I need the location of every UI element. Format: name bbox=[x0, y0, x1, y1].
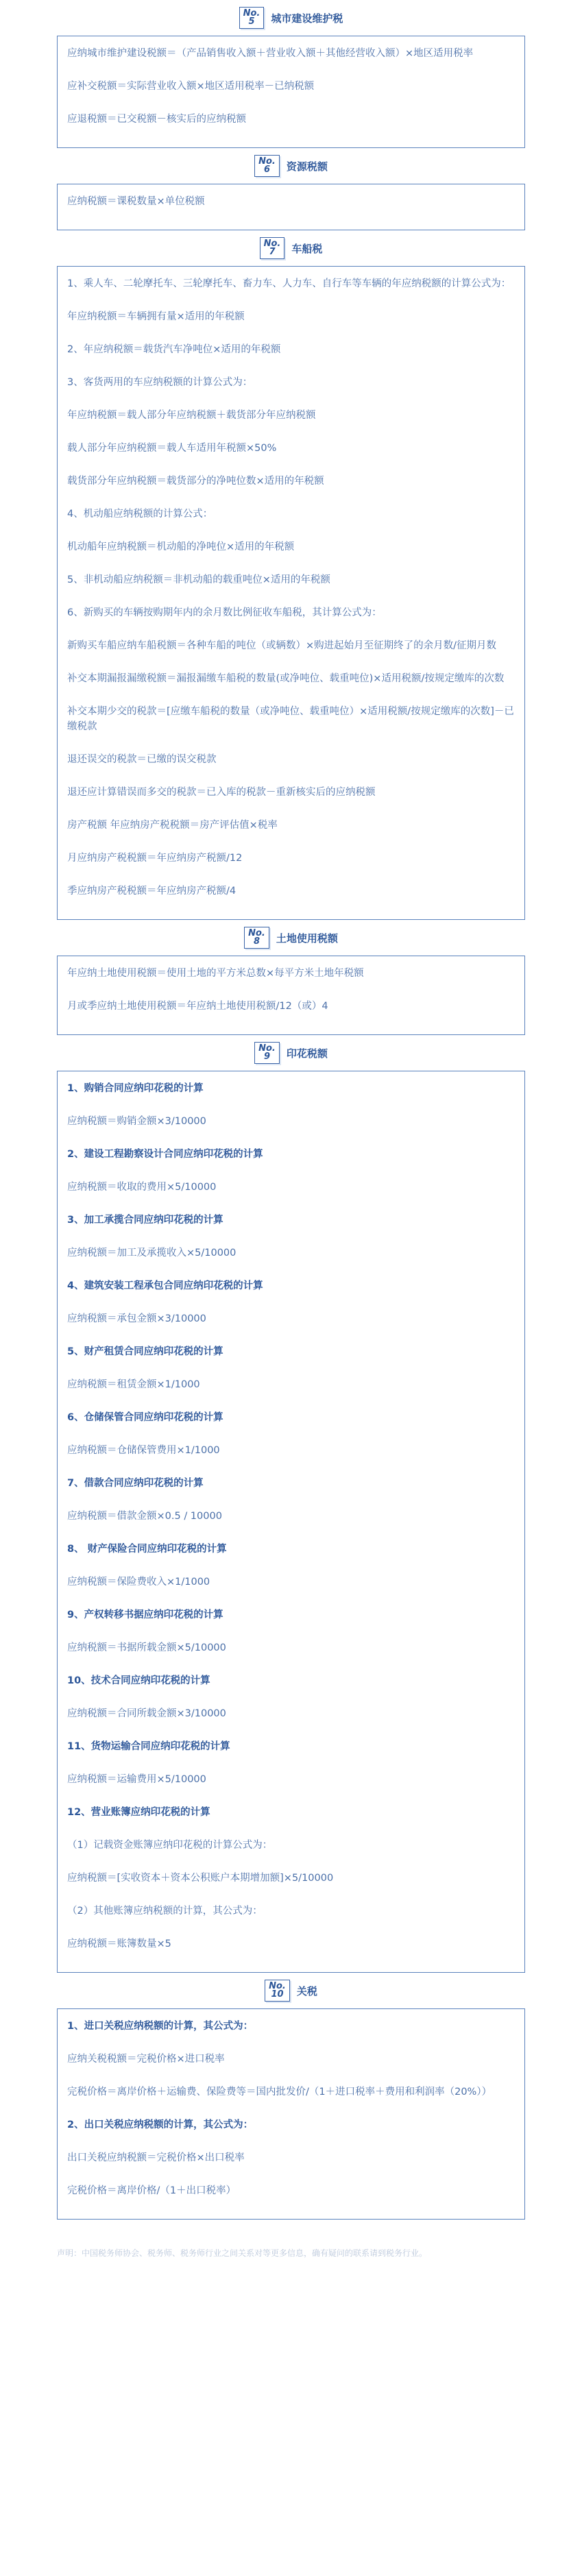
formula-heading: 12、营业账簿应纳印花税的计算 bbox=[67, 1807, 210, 1818]
formula-heading: 10、技术合同应纳印花税的计算 bbox=[67, 1675, 210, 1686]
badge-number: 6 bbox=[263, 165, 270, 175]
formula-heading: 2、出口关税应纳税额的计算，其公式为： bbox=[67, 2119, 254, 2130]
formula-line: 退还误交的税款＝已缴的误交税款 bbox=[67, 754, 217, 765]
formula-line: 载人部分年应纳税额＝载人车适用年税额×50% bbox=[67, 443, 277, 454]
formula-line: 2、年应纳税额＝载货汽车净吨位×适用的年税额 bbox=[67, 344, 281, 355]
section-title: 车船税 bbox=[291, 242, 323, 255]
section-number-badge bbox=[265, 1980, 290, 2002]
formula-box bbox=[57, 2008, 525, 2220]
formula-box bbox=[57, 266, 525, 920]
formula-line: （1）记载资金账簿应纳印花税的计算公式为： bbox=[67, 1840, 273, 1851]
tax-section bbox=[0, 0, 582, 148]
formula-line: 4、机动船应纳税额的计算公式： bbox=[67, 509, 213, 520]
formula-heading: 11、货物运输合同应纳印花税的计算 bbox=[67, 1741, 230, 1752]
formula-line: 应纳税额＝购销金额×3/10000 bbox=[67, 1116, 206, 1127]
formula-line: 应纳税额＝保险费收入×1/1000 bbox=[67, 1577, 210, 1588]
formula-line: 应纳税额＝借款金额×0.5 / 10000 bbox=[67, 1511, 222, 1522]
formula-line: 应纳税额＝账簿数量×5 bbox=[67, 1939, 171, 1949]
section-number-badge bbox=[244, 927, 269, 949]
formula-line: 机动船年应纳税额＝机动船的净吨位×适用的年税额 bbox=[67, 542, 295, 552]
section-title: 城市建设维护税 bbox=[271, 12, 343, 25]
badge-no-label: No. bbox=[258, 1043, 276, 1054]
formula-line: 应纳税额＝仓储保管费用×1/1000 bbox=[67, 1445, 220, 1456]
formula-box bbox=[57, 1071, 525, 1973]
formula-heading: 2、建设工程勘察设计合同应纳印花税的计算 bbox=[67, 1149, 263, 1160]
formula-heading: 5、财产租赁合同应纳印花税的计算 bbox=[67, 1346, 223, 1357]
formula-box bbox=[57, 184, 525, 230]
badge-number: 10 bbox=[271, 1989, 284, 2000]
tax-section bbox=[0, 1035, 582, 1973]
formula-line: 完税价格＝离岸价格＋运输费、保险费等＝国内批发价/（1＋进口税率＋费用和利润率（20%）） bbox=[67, 2087, 492, 2098]
formula-line: 6、新购买的车辆按购期年内的余月数比例征收车船税，其计算公式为： bbox=[67, 607, 382, 618]
formula-line: 补交本期漏报漏缴税额＝漏报漏缴车船税的数量(或净吨位、载重吨位)×适用税额/按规定缴库的次数 bbox=[67, 673, 505, 684]
formula-heading: 3、加工承揽合同应纳印花税的计算 bbox=[67, 1215, 223, 1226]
section-title: 土地使用税额 bbox=[276, 932, 338, 945]
tax-section bbox=[0, 230, 582, 920]
section-header bbox=[0, 920, 582, 956]
formula-line: 新购买车船应纳车船税额＝各种车船的吨位（或辆数）×购进起始月至征期终了的余月数/征期月数 bbox=[67, 640, 497, 651]
formula-heading: 6、仓储保管合同应纳印花税的计算 bbox=[67, 1412, 223, 1423]
formula-line: 应纳税额＝承包金额×3/10000 bbox=[67, 1313, 206, 1324]
formula-heading: 1、购销合同应纳印花税的计算 bbox=[67, 1083, 204, 1094]
formula-line: 应纳税额＝课税数量×单位税额 bbox=[67, 196, 205, 207]
section-number-badge bbox=[239, 7, 265, 29]
formula-line: 退还应计算错误而多交的税款＝已入库的税款－重新核实后的应纳税额 bbox=[67, 787, 376, 798]
formula-line: 完税价格＝离岸价格/（1＋出口税率） bbox=[67, 2185, 237, 2196]
badge-number: 9 bbox=[263, 1052, 270, 1062]
tax-section bbox=[0, 920, 582, 1035]
section-title: 资源税额 bbox=[286, 160, 328, 173]
section-number-badge bbox=[260, 237, 285, 259]
section-header bbox=[0, 230, 582, 266]
section-number-badge bbox=[254, 155, 280, 177]
section-header bbox=[0, 148, 582, 184]
formula-line: 月应纳房产税税额＝年应纳房产税额/12 bbox=[67, 853, 243, 864]
formula-box bbox=[57, 956, 525, 1035]
section-number-badge bbox=[254, 1042, 280, 1064]
formula-line: 应纳税额＝加工及承揽收入×5/10000 bbox=[67, 1248, 237, 1259]
formula-line: 年应纳税额＝载人部分年应纳税额＋载货部分年应纳税额 bbox=[67, 410, 316, 421]
formula-line: 5、非机动船应纳税额＝非机动船的载重吨位×适用的年税额 bbox=[67, 574, 330, 585]
formula-line: 应补交税额＝实际营业收入额×地区适用税率－已纳税额 bbox=[67, 81, 315, 92]
section-title: 关税 bbox=[296, 1984, 317, 1997]
formula-line: 应纳税额＝收取的费用×5/10000 bbox=[67, 1182, 217, 1193]
formula-line: 补交本期少交的税款＝[应缴车船税的数量（或净吨位、载重吨位）×适用税额/按规定缴库的次数]－已缴税款 bbox=[67, 706, 514, 732]
formula-line: 应退税额＝已交税额－核实后的应纳税额 bbox=[67, 114, 246, 125]
badge-no-label: No. bbox=[243, 8, 260, 19]
formula-line: 季应纳房产税税额＝年应纳房产税额/4 bbox=[67, 886, 237, 897]
formula-line: 应纳城市维护建设税额＝（产品销售收入额＋营业收入额＋其他经营收入额）×地区适用税率 bbox=[67, 48, 474, 59]
formula-line: 房产税额 年应纳房产税税额＝房产评估值×税率 bbox=[67, 820, 278, 831]
formula-line: 载货部分年应纳税额＝载货部分的净吨位数×适用的年税额 bbox=[67, 476, 324, 487]
formula-line: 应纳税额＝[实收资本＋资本公积账户本期增加额]×5/10000 bbox=[67, 1873, 334, 1884]
formula-line: （2）其他账簿应纳税额的计算，其公式为： bbox=[67, 1906, 263, 1917]
formula-heading: 8、 财产保险合同应纳印花税的计算 bbox=[67, 1544, 227, 1555]
formula-heading: 4、建筑安装工程承包合同应纳印花税的计算 bbox=[67, 1280, 263, 1291]
formula-line: 应纳税额＝书据所载金额×5/10000 bbox=[67, 1642, 226, 1653]
formula-line: 出口关税应纳税额＝完税价格×出口税率 bbox=[67, 2152, 245, 2163]
badge-number: 5 bbox=[248, 16, 255, 27]
formula-line: 1、乘人车、二轮摩托车、三轮摩托车、畜力车、人力车、自行车等车辆的年应纳税额的计算公式为： bbox=[67, 278, 511, 289]
formula-line: 应纳税额＝租赁金额×1/1000 bbox=[67, 1379, 200, 1390]
formula-heading: 7、借款合同应纳印花税的计算 bbox=[67, 1478, 204, 1489]
badge-no-label: No. bbox=[263, 239, 281, 249]
formula-line: 3、客货两用的车应纳税额的计算公式为： bbox=[67, 377, 253, 388]
formula-line: 年应纳税额＝车辆拥有量×适用的年税额 bbox=[67, 311, 245, 322]
formula-heading: 1、进口关税应纳税额的计算，其公式为： bbox=[67, 2021, 254, 2032]
formula-line: 年应纳土地使用税额＝使用土地的平方米总数×每平方米土地年税额 bbox=[67, 968, 364, 979]
section-header bbox=[0, 1035, 582, 1071]
badge-no-label: No. bbox=[258, 156, 276, 167]
footer-disclaimer: 声明：中国税务师协会、税务师、税务师行业之间关系对等更多信息，确有疑问的联系请到税务行业。 bbox=[57, 2248, 428, 2258]
tax-section bbox=[0, 1973, 582, 2220]
badge-no-label: No. bbox=[269, 1981, 286, 1991]
formula-line: 应纳税额＝运输费用×5/10000 bbox=[67, 1774, 206, 1785]
tax-section bbox=[0, 148, 582, 230]
formula-line: 应纳关税税额＝完税价格×进口税率 bbox=[67, 2054, 225, 2065]
formula-heading: 9、产权转移书据应纳印花税的计算 bbox=[67, 1609, 223, 1620]
badge-number: 7 bbox=[269, 247, 276, 257]
badge-no-label: No. bbox=[248, 928, 265, 938]
formula-box bbox=[57, 36, 525, 148]
formula-line: 应纳税额＝合同所载金额×3/10000 bbox=[67, 1708, 226, 1719]
formula-line: 月或季应纳土地使用税额＝年应纳土地使用税额/12（或）4 bbox=[67, 1001, 328, 1012]
section-header bbox=[0, 0, 582, 36]
badge-number: 8 bbox=[253, 936, 260, 947]
section-title: 印花税额 bbox=[286, 1047, 328, 1060]
section-header bbox=[0, 1973, 582, 2008]
